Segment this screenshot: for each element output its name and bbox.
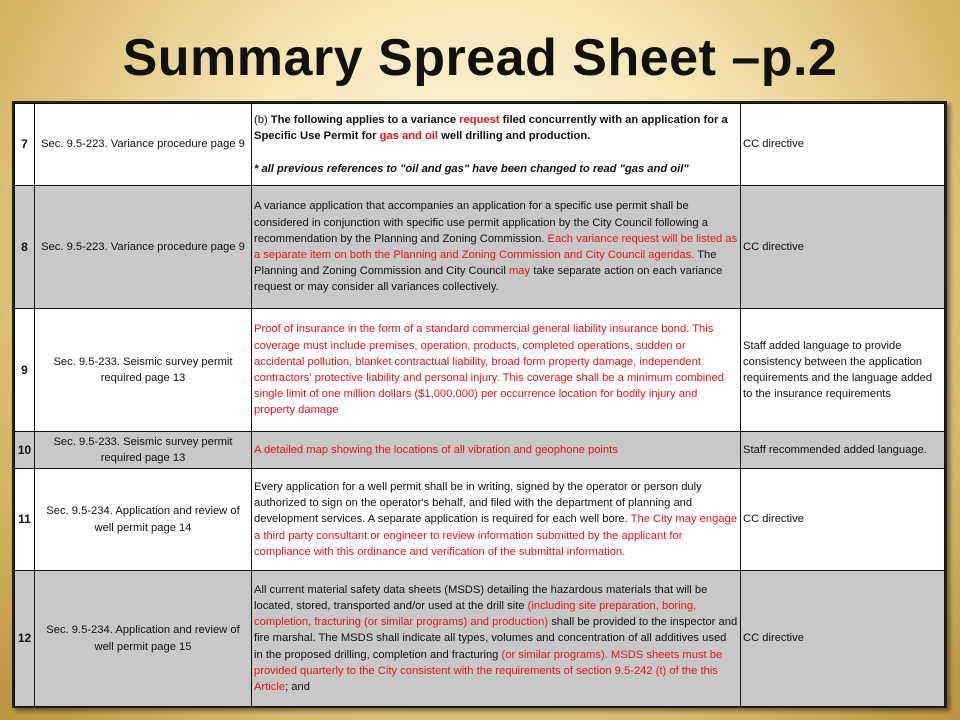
text-segment: Every application for a well permit shall be in writing, signed by the operator or person duly authorized to sign on the operator's behalf, and filed with the department of planning and development services. A separate application is required for each well bore. [254,480,702,526]
text-segment: well drilling and production. [438,130,591,143]
section-reference: Sec. 9.5-233. Seismic survey permit required page 13 [35,309,252,432]
table-row [15,469,945,571]
ordinance-text [252,186,741,309]
text-segment: * all previous references to "oil and gas" have been changed to read "gas and oil" [254,162,689,175]
table-row [15,309,945,432]
ordinance-text [252,104,741,186]
text-segment: ; and [285,681,310,693]
change-note: Staff added language to provide consistency between the application requirements and the language added to the insurance requirements [741,309,945,432]
text-segment: (b) [254,114,271,127]
change-note: CC directive [741,571,945,707]
text-segment: The following applies to a variance [270,114,460,127]
text-segment: take separate action on each variance request or may consider all variances collectively. [254,265,723,294]
text-segment: The City may engage a third party consultant or engineer to review information submitted by the applicant for compliance with this ordinance and verification of the submittal information. [254,513,737,558]
row-number: 10 [15,432,35,469]
text-segment: shall be provided to the inspector and fire marshal. The MSDS shall indicate all types, volumes and concentration of all additives used in the proposed drilling, completion and fracturing [254,616,738,661]
table-row [15,571,945,707]
table-row [15,104,945,186]
text-segment: A variance application that accompanies an application for a specific use permit shall be considered in conjunction with specific use permit application by the City Council following a recommendation by the Planning and Zoning Commission. [254,200,708,245]
row-number: 8 [15,186,35,309]
ordinance-text [252,432,741,469]
row-number: 12 [15,571,35,707]
text-segment: filed concurrently with an application for a Specific Use Permit for [254,114,728,143]
table-body [15,104,945,707]
text-segment: A detailed map showing the locations of all vibration and geophone points [254,443,618,456]
summary-spreadsheet [12,101,947,708]
section-reference: Sec. 9.5-223. Variance procedure page 9 [35,104,252,186]
table-row [15,432,945,469]
text-segment: may [508,265,531,278]
text-segment: gas and oil [379,130,439,143]
text-segment: MSDS sheets must be provided quarterly to the City consistent with the requirements of section 9.5-242 (t) of the this Article [254,648,723,693]
text-segment: Proof of insurance in the form of a standard commercial general liability insurance bond. This coverage must include premises, operation, products, completed operations, sudden or accidental pollution, blanket contractual liability, broad form property damage, independent contractors' protective liability and personal injury. This coverage shall be a minimum combined single limit of one million dollars ($1,000,000) per occurrence location for bodily injury and property damage [254,323,724,417]
section-reference: Sec. 9.5-233. Seismic survey permit required page 13 [35,432,252,469]
row-number: 7 [15,104,35,186]
ordinance-text [252,309,741,432]
ordinance-text [252,469,741,571]
text-segment: (including site preparation, boring, completion, fracturing (or similar programs) and production) [254,599,697,629]
text-segment: All current material safety data sheets (MSDS) detailing the hazardous materials that will be located, stored, transported and/or used at the drill site [254,583,708,612]
slide-title: Summary Spread Sheet –p.2 [122,29,838,87]
change-note: CC directive [741,186,945,309]
text-segment: The Planning and Zoning Commission and City Council [254,249,717,278]
change-note: CC directive [741,104,945,186]
change-note: Staff recommended added language. [741,432,945,469]
change-note: CC directive [741,469,945,571]
section-reference: Sec. 9.5-234. Application and review of well permit page 14 [35,469,252,571]
text-segment: Each variance request will be listed as a separate item on both the Planning and Zoning Commission and City Council agendas. [254,232,738,261]
row-number: 11 [15,469,35,571]
text-segment: request [459,114,500,127]
ordinance-text [252,571,741,707]
section-reference: Sec. 9.5-223. Variance procedure page 9 [35,186,252,309]
row-number: 9 [15,309,35,432]
table-row [15,186,945,309]
text-segment: (or similar programs). [501,648,608,661]
section-reference: Sec. 9.5-234. Application and review of well permit page 15 [35,571,252,707]
summary-table [14,103,945,707]
